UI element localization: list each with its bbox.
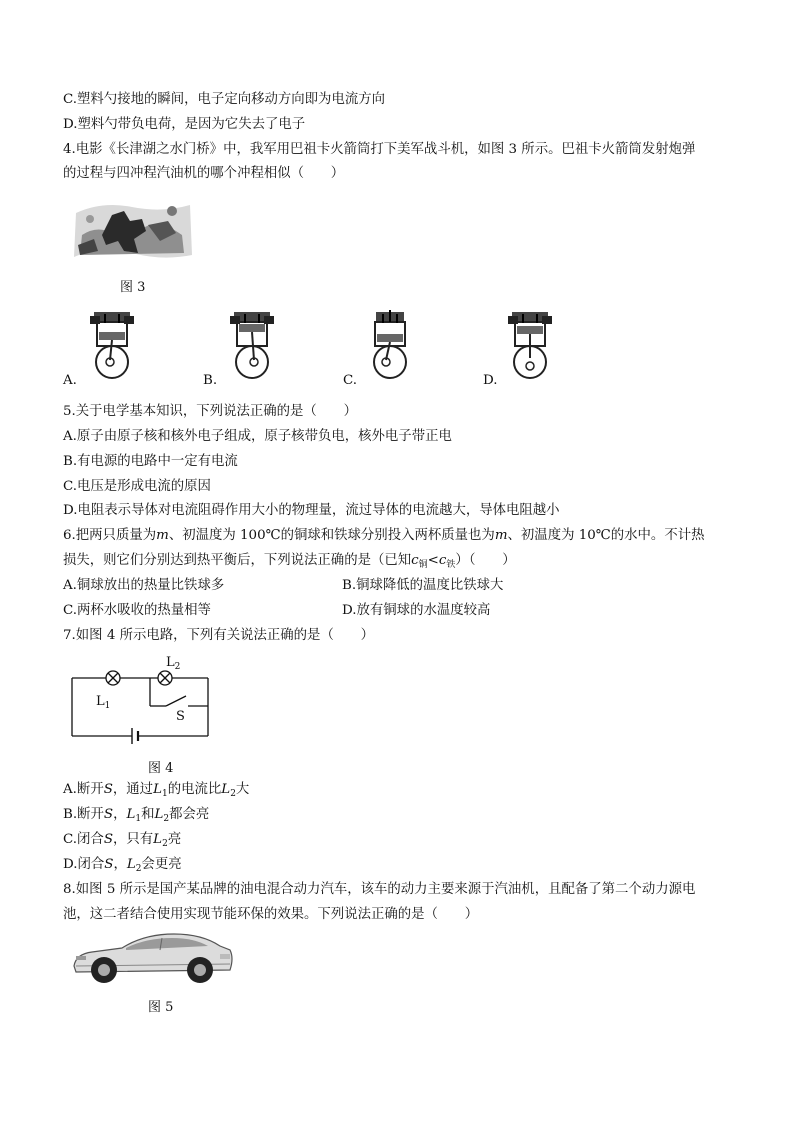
- q5-option-a: A.原子由原子核和核外电子组成，原子核带负电，核外电子带正电: [63, 429, 452, 444]
- figure-5-caption: 图 5: [148, 1000, 174, 1015]
- q5-option-c: C.电压是形成电流的原因: [63, 479, 211, 494]
- q7-stem: 7.如图 4 所示电路，下列有关说法正确的是（ ）: [63, 628, 375, 643]
- q5-option-d: D.电阻表示导体对电流阻碍作用大小的物理量，流过导体的电流越大，导体电阻越小: [63, 503, 560, 518]
- engine-diagram-b: [228, 310, 276, 382]
- q6-option-c: C.两杯水吸收的热量相等: [63, 603, 211, 618]
- figure-4-caption: 图 4: [148, 761, 174, 776]
- circuit-label-l2: $L_2$: [166, 655, 181, 672]
- q7-option-c: C.闭合S，只有$L_2$亮: [63, 832, 182, 849]
- q5-option-b: B.有电源的电路中一定有电流: [63, 454, 238, 469]
- q7-option-a: A.断开S，通过$L_1$的电流比$L_2$大: [63, 782, 250, 799]
- figure-3-image: [72, 195, 194, 265]
- engine-option-a: A.: [63, 373, 77, 388]
- circuit-label-s: S: [176, 709, 185, 724]
- q3-option-c: C.塑料勺接地的瞬间，电子定向移动方向即为电流方向: [63, 92, 386, 107]
- q6-option-d: D.放有铜球的水温度较高: [342, 603, 491, 618]
- figure-3-caption: 图 3: [120, 280, 146, 295]
- engine-option-c: C.: [343, 373, 358, 388]
- q6-stem-line1: 6.把两只质量为m、初温度为 100℃的铜球和铁球分别投入两杯质量也为m、初温度为 10℃的水中。不计热: [63, 528, 705, 543]
- q5-stem: 5.关于电学基本知识，下列说法正确的是（ ）: [63, 404, 357, 419]
- q8-stem-line1: 8.如图 5 所示是国产某品牌的油电混合动力汽车，该车的动力主要来源于汽油机，且配备了第二个动力源电: [63, 882, 696, 897]
- q6-option-b: B.铜球降低的温度比铁球大: [342, 578, 504, 593]
- figure-4-circuit: [66, 654, 216, 750]
- engine-diagram-d: [506, 310, 554, 382]
- engine-option-b: B.: [203, 373, 218, 388]
- q8-stem-line2: 池，这二者结合使用实现节能环保的效果。下列说法正确的是（ ）: [63, 907, 479, 922]
- engine-diagram-a: [88, 310, 136, 382]
- q7-option-b: B.断开S，$L_1$和$L_2$都会亮: [63, 807, 210, 824]
- q4-stem-line2: 的过程与四冲程汽油机的哪个冲程相似（ ）: [63, 166, 345, 181]
- q6-option-a: A.铜球放出的热量比铁球多: [63, 578, 225, 593]
- q7-option-d: D.闭合S，$L_2$会更亮: [63, 857, 182, 874]
- q4-stem-line1: 4.电影《长津湖之水门桥》中，我军用巴祖卡火箭筒打下美军战斗机，如图 3 所示。巴祖卡火箭筒发射炮弹: [63, 142, 696, 157]
- q6-stem-line2: 损失，则它们分别达到热平衡后，下列说法正确的是（已知$c_铜<c_铁$）（ ）: [63, 553, 516, 570]
- figure-5-car-image: [70, 926, 236, 988]
- engine-option-d: D.: [483, 373, 498, 388]
- q3-option-d: D.塑料勺带负电荷，是因为它失去了电子: [63, 117, 306, 132]
- circuit-label-l1: $L_1$: [96, 694, 111, 711]
- engine-diagram-c: [366, 310, 414, 382]
